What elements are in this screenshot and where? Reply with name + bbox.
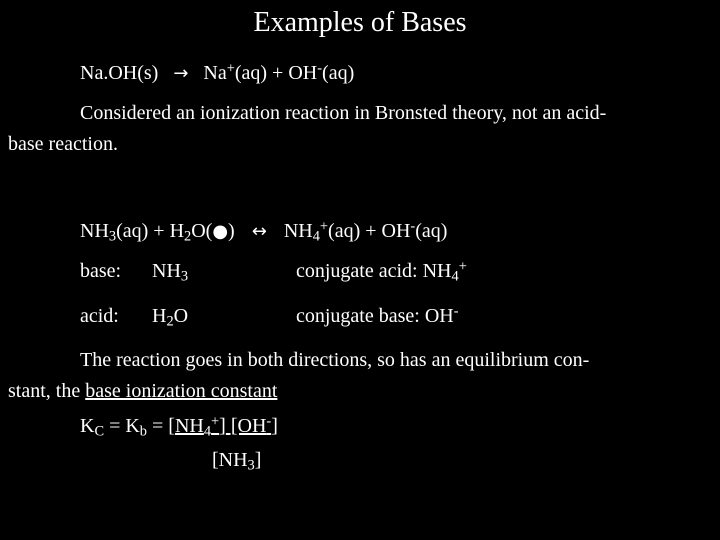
slide-title: Examples of Bases bbox=[253, 7, 467, 38]
eq2-hydroxide: (aq) + OH bbox=[328, 220, 411, 242]
paragraph-bronsted bbox=[8, 98, 712, 160]
kc-ammonium-close: ] bbox=[219, 415, 226, 437]
conjugate-acid bbox=[296, 260, 467, 283]
eq1-sodium-charge: + bbox=[226, 60, 235, 77]
base-formula-sub: 3 bbox=[180, 268, 189, 285]
eq1-hydroxide-charge: - bbox=[317, 60, 323, 77]
paragraph-bronsted-line1: Considered an ionization reaction in Bronsted theory, not an acid- bbox=[80, 102, 607, 124]
kc-hydroxide bbox=[226, 415, 271, 437]
kc-expression bbox=[80, 415, 278, 438]
kc-open: = [ bbox=[147, 415, 175, 437]
base-ionization-constant-link[interactable]: base ionization constant bbox=[85, 380, 278, 402]
eq1-reactant: Na.OH(s) bbox=[80, 62, 159, 84]
kc-hydroxide-charge: - bbox=[266, 413, 272, 430]
double-arrow-icon: ↔ bbox=[251, 221, 267, 242]
eq2-ammonium-charge: + bbox=[319, 218, 329, 235]
eq2-ammonia-sub: 3 bbox=[108, 228, 117, 245]
conjugate-base-text: conjugate base: OH bbox=[296, 305, 454, 327]
conjugate-base-charge: - bbox=[453, 303, 459, 320]
eq1-sodium: Na bbox=[203, 62, 227, 84]
acid-label: acid: bbox=[80, 305, 119, 327]
eq2-ammonium: NH bbox=[283, 220, 313, 242]
base-formula-text: NH bbox=[152, 260, 181, 282]
kc-kb-sub: b bbox=[139, 423, 147, 440]
kc-k: K bbox=[80, 415, 95, 437]
liquid-dot-icon: ● bbox=[212, 221, 229, 242]
base-formula bbox=[152, 260, 188, 283]
kc-denominator-close: ] bbox=[254, 449, 262, 471]
kc-kb: = K bbox=[104, 415, 140, 437]
acid-formula-a: H bbox=[152, 305, 167, 327]
kc-denominator bbox=[212, 449, 261, 472]
eq2-water-sub: 2 bbox=[184, 228, 192, 245]
eq2-hydroxide-charge: - bbox=[410, 218, 416, 235]
acid-formula bbox=[152, 305, 188, 328]
eq2-ammonium-sub: 4 bbox=[312, 228, 320, 245]
conjugate-acid-text: conjugate acid: NH bbox=[296, 260, 452, 282]
equation-ammonia bbox=[80, 220, 447, 243]
base-label: base: bbox=[80, 260, 122, 282]
paragraph-equilibrium-line1: The reaction goes in both directions, so has an equilibrium con- bbox=[80, 349, 590, 371]
eq2-water-close: ) bbox=[228, 220, 235, 242]
acid-formula-sub: 2 bbox=[166, 313, 174, 330]
kc-hydroxide-close: ] bbox=[271, 415, 278, 437]
eq1-sodium-state: (aq) + OH bbox=[234, 62, 318, 84]
paragraph-equilibrium bbox=[8, 345, 712, 407]
kc-denominator-text: [NH bbox=[212, 449, 248, 471]
paragraph-bronsted-line2: base reaction. bbox=[8, 133, 118, 155]
eq2-hydroxide-state: (aq) bbox=[415, 220, 448, 242]
kc-ammonium-charge: + bbox=[211, 413, 220, 430]
kc-ammonium-text: NH bbox=[174, 415, 204, 437]
kc-denominator-sub: 3 bbox=[247, 457, 255, 474]
paragraph-equilibrium-line2-pre: stant, the bbox=[8, 380, 86, 402]
conjugate-acid-sub: 4 bbox=[451, 268, 459, 285]
eq1-hydroxide-state: (aq) bbox=[322, 62, 355, 84]
eq2-water-b: O( bbox=[191, 220, 213, 242]
paragraph-equilibrium-line2 bbox=[8, 376, 712, 407]
equation-naoh bbox=[80, 62, 354, 85]
conjugate-base bbox=[296, 305, 459, 328]
acid-formula-b: O bbox=[173, 305, 189, 327]
right-arrow-icon: → bbox=[173, 63, 189, 84]
conjugate-acid-charge: + bbox=[458, 258, 467, 275]
kc-ammonium-sub: 4 bbox=[203, 423, 212, 440]
eq2-water-a: (aq) + H bbox=[116, 220, 185, 242]
kc-k-sub: C bbox=[94, 423, 105, 440]
kc-hydroxide-text: [OH bbox=[225, 415, 267, 437]
eq2-ammonia: NH bbox=[80, 220, 109, 242]
kc-ammonium bbox=[174, 413, 226, 440]
